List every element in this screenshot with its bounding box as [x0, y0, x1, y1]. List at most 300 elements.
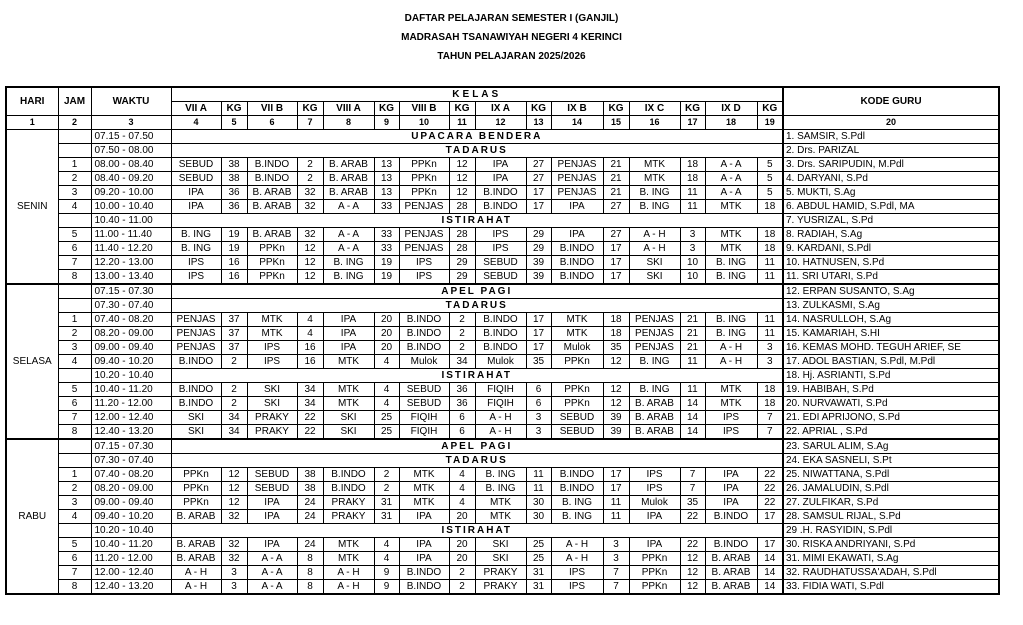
subject-cell: IPS [705, 425, 757, 440]
subject-cell: A - H [323, 580, 374, 595]
guru-code: 20. NURVAWATI, S.Pd [783, 397, 999, 411]
subject-cell: B. ARAB [171, 538, 221, 552]
kg-cell: 3 [757, 355, 783, 369]
subject-cell: B.INDO [551, 242, 603, 256]
guru-code: 12. ERPAN SUSANTO, S.Ag [783, 284, 999, 299]
kg-cell: 2 [221, 397, 247, 411]
subject-cell: IPA [323, 341, 374, 355]
subject-cell: PPKn [629, 580, 680, 595]
jam-cell: 2 [58, 482, 91, 496]
jam-cell: 5 [58, 538, 91, 552]
kg-cell: 20 [374, 327, 399, 341]
jam-cell [58, 130, 91, 144]
kg-cell: 11 [757, 313, 783, 327]
kg-cell: 14 [757, 552, 783, 566]
subject-cell: B.INDO [475, 313, 526, 327]
subject-cell: PENJAS [171, 313, 221, 327]
subject-cell: B.INDO [475, 186, 526, 200]
subject-cell: B.INDO [475, 341, 526, 355]
table-row [6, 313, 999, 327]
subject-cell: IPS [705, 411, 757, 425]
column-number: 17 [680, 116, 705, 130]
table-row [6, 397, 999, 411]
subject-cell: B.INDO [551, 256, 603, 270]
kg-cell: 11 [526, 468, 551, 482]
guru-code: 14. NASRULLOH, S.Ag [783, 313, 999, 327]
waktu-cell: 09.20 - 10.00 [91, 186, 171, 200]
subject-cell: SKI [323, 411, 374, 425]
subject-cell: PPKn [171, 468, 221, 482]
kg-cell: 17 [603, 482, 629, 496]
kg-cell: 3 [526, 425, 551, 440]
kg-cell: 39 [526, 256, 551, 270]
kg-cell: 4 [449, 496, 475, 510]
subject-cell: MTK [629, 158, 680, 172]
subject-cell: B. ARAB [705, 580, 757, 595]
table-row [6, 383, 999, 397]
kg-cell: 14 [680, 411, 705, 425]
kg-cell: 17 [526, 313, 551, 327]
table-row [6, 411, 999, 425]
subject-cell: SEBUD [171, 158, 221, 172]
kg-cell: 20 [449, 552, 475, 566]
kg-cell: 34 [221, 411, 247, 425]
subject-cell: SKI [247, 397, 297, 411]
subject-cell: MTK [551, 327, 603, 341]
subject-cell: B.INDO [399, 313, 449, 327]
jam-cell: 3 [58, 186, 91, 200]
table-row [6, 538, 999, 552]
table-row [6, 341, 999, 355]
table-row [6, 580, 999, 595]
kg-cell: 8 [297, 552, 323, 566]
doc-title-line3: TAHUN PELAJARAN 2025/2026 [437, 51, 586, 62]
kg-cell: 14 [757, 566, 783, 580]
subject-cell: IPS [399, 270, 449, 285]
kg-cell: 12 [603, 355, 629, 369]
subject-cell: SEBUD [551, 425, 603, 440]
kg-cell: 12 [603, 383, 629, 397]
day-name: SENIN [6, 130, 58, 285]
kg-cell: 14 [757, 580, 783, 595]
subject-cell: IPA [399, 510, 449, 524]
kg-cell: 12 [297, 270, 323, 285]
kg-cell: 4 [374, 355, 399, 369]
kg-cell: 29 [449, 256, 475, 270]
subject-cell: MTK [705, 200, 757, 214]
kg-cell: 18 [680, 158, 705, 172]
subject-cell: A - H [705, 355, 757, 369]
subject-cell: MTK [475, 510, 526, 524]
table-row [6, 482, 999, 496]
subject-cell: IPA [247, 510, 297, 524]
subject-cell: A - A [705, 158, 757, 172]
kg-cell: 22 [757, 468, 783, 482]
waktu-cell: 09.00 - 09.40 [91, 341, 171, 355]
kg-cell: 19 [221, 228, 247, 242]
subject-cell: PPKn [247, 256, 297, 270]
kg-cell: 9 [374, 580, 399, 595]
kg-cell: 13 [374, 158, 399, 172]
subject-cell: B. ING [705, 327, 757, 341]
jam-cell: 2 [58, 327, 91, 341]
activity-band: ISTIRAHAT [171, 524, 783, 538]
guru-code: 7. YUSRIZAL, S.Pd [783, 214, 999, 228]
guru-code: 30. RISKA ANDRIYANI, S.Pd [783, 538, 999, 552]
kg-cell: 32 [221, 538, 247, 552]
subject-cell: IPS [399, 256, 449, 270]
subject-cell: Mulok [629, 496, 680, 510]
subject-cell: IPS [247, 341, 297, 355]
activity-band: TADARUS [171, 144, 783, 158]
table-row [6, 256, 999, 270]
kg-cell: 38 [297, 482, 323, 496]
kg-cell: 7 [757, 425, 783, 440]
header-waktu: WAKTU [91, 87, 171, 116]
kg-cell: 4 [449, 468, 475, 482]
class-header: IX B [551, 102, 603, 116]
kg-cell: 16 [297, 341, 323, 355]
kg-cell: 6 [449, 425, 475, 440]
column-number: 4 [171, 116, 221, 130]
subject-cell: FIQIH [475, 383, 526, 397]
kg-cell: 36 [449, 383, 475, 397]
kg-header: KG [680, 102, 705, 116]
table-row [6, 270, 999, 285]
kg-cell: 31 [526, 580, 551, 595]
subject-cell: B. ARAB [247, 228, 297, 242]
subject-cell: IPA [629, 510, 680, 524]
kg-cell: 12 [221, 468, 247, 482]
waktu-cell: 12.40 - 13.20 [91, 580, 171, 595]
kg-header: KG [221, 102, 247, 116]
kg-cell: 7 [757, 411, 783, 425]
subject-cell: MTK [629, 172, 680, 186]
subject-cell: A - H [629, 242, 680, 256]
guru-code: 19. HABIBAH, S.Pd [783, 383, 999, 397]
kg-cell: 14 [680, 425, 705, 440]
kg-cell: 20 [449, 538, 475, 552]
subject-cell: IPA [551, 200, 603, 214]
subject-cell: SKI [475, 538, 526, 552]
subject-cell: IPS [171, 256, 221, 270]
kg-cell: 36 [449, 397, 475, 411]
guru-code: 17. ADOL BASTIAN, S.Pdl, M.Pdl [783, 355, 999, 369]
subject-cell: B. ARAB [247, 186, 297, 200]
kg-cell: 2 [374, 468, 399, 482]
guru-code: 25. NIWATTANA, S.Pdl [783, 468, 999, 482]
column-number: 13 [526, 116, 551, 130]
kg-cell: 5 [757, 158, 783, 172]
column-number: 2 [58, 116, 91, 130]
kg-cell: 17 [603, 256, 629, 270]
kg-cell: 8 [297, 580, 323, 595]
kg-cell: 21 [603, 158, 629, 172]
guru-code: 32. RAUDHATUSSA'ADAH, S.Pdl [783, 566, 999, 580]
kg-cell: 2 [297, 172, 323, 186]
jam-cell: 3 [58, 341, 91, 355]
guru-code: 29 .H. RASYIDIN, S.Pdl [783, 524, 999, 538]
subject-cell: A - H [475, 425, 526, 440]
subject-cell: A - H [475, 411, 526, 425]
subject-cell: B. ING [705, 313, 757, 327]
kg-cell: 29 [526, 242, 551, 256]
kg-cell: 2 [297, 158, 323, 172]
subject-cell: PENJAS [171, 327, 221, 341]
subject-cell: PENJAS [171, 341, 221, 355]
jam-cell: 1 [58, 313, 91, 327]
subject-cell: MTK [323, 397, 374, 411]
subject-cell: B. ARAB [323, 186, 374, 200]
subject-cell: MTK [323, 538, 374, 552]
kg-cell: 35 [680, 496, 705, 510]
kg-cell: 38 [221, 158, 247, 172]
subject-cell: IPA [171, 200, 221, 214]
kg-cell: 22 [757, 482, 783, 496]
activity-band: UPACARA BENDERA [171, 130, 783, 144]
waktu-cell: 11.00 - 11.40 [91, 228, 171, 242]
kg-cell: 16 [221, 270, 247, 285]
subject-cell: PENJAS [629, 313, 680, 327]
kg-cell: 11 [603, 496, 629, 510]
kg-cell: 3 [221, 566, 247, 580]
table-row [6, 186, 999, 200]
jam-cell: 4 [58, 510, 91, 524]
kg-header: KG [297, 102, 323, 116]
table-row [6, 214, 999, 228]
subject-cell: B. ING [551, 510, 603, 524]
kg-cell: 33 [374, 200, 399, 214]
subject-cell: A - A [247, 580, 297, 595]
subject-cell: B. ING [629, 186, 680, 200]
subject-cell: MTK [705, 242, 757, 256]
kg-cell: 18 [757, 383, 783, 397]
subject-cell: FIQIH [399, 425, 449, 440]
kg-cell: 17 [757, 510, 783, 524]
waktu-cell: 08.20 - 09.00 [91, 482, 171, 496]
kg-cell: 21 [603, 186, 629, 200]
guru-code: 6. ABDUL HAMID, S.Pdl, MA [783, 200, 999, 214]
subject-cell: B.INDO [399, 580, 449, 595]
kg-cell: 6 [526, 397, 551, 411]
kg-cell: 31 [374, 510, 399, 524]
waktu-cell: 11.20 - 12.00 [91, 397, 171, 411]
kg-cell: 32 [297, 200, 323, 214]
guru-code: 24. EKA SASNELI, S.Pt [783, 454, 999, 468]
subject-cell: B. ING [629, 383, 680, 397]
kg-cell: 4 [374, 383, 399, 397]
subject-cell: IPA [247, 496, 297, 510]
waktu-cell: 11.20 - 12.00 [91, 552, 171, 566]
kg-cell: 11 [757, 270, 783, 285]
kg-cell: 24 [297, 496, 323, 510]
kg-cell: 3 [680, 242, 705, 256]
subject-cell: B. ARAB [171, 510, 221, 524]
guru-code: 8. RADIAH, S.Ag [783, 228, 999, 242]
waktu-cell: 10.40 - 11.20 [91, 538, 171, 552]
subject-cell: A - H [323, 566, 374, 580]
subject-cell: PENJAS [629, 341, 680, 355]
jam-cell: 3 [58, 496, 91, 510]
kg-cell: 12 [221, 482, 247, 496]
kg-cell: 25 [374, 411, 399, 425]
column-number-row [6, 116, 999, 130]
subject-cell: B.INDO [247, 172, 297, 186]
jam-cell: 7 [58, 256, 91, 270]
table-row [6, 327, 999, 341]
kg-cell: 14 [680, 397, 705, 411]
jam-cell: 6 [58, 397, 91, 411]
subject-cell: A - H [705, 341, 757, 355]
waktu-cell: 12.40 - 13.20 [91, 425, 171, 440]
subject-cell: B. ING [475, 482, 526, 496]
subject-cell: SEBUD [475, 270, 526, 285]
kg-cell: 12 [680, 580, 705, 595]
doc-title-line1: DAFTAR PELAJARAN SEMESTER I (GANJIL) [404, 13, 619, 24]
kg-cell: 33 [374, 228, 399, 242]
jam-cell: 4 [58, 200, 91, 214]
subject-cell: PRAKY [247, 425, 297, 440]
header-kelas: KELAS [171, 87, 783, 102]
kg-cell: 4 [297, 313, 323, 327]
kg-cell: 22 [680, 510, 705, 524]
table-row [6, 144, 999, 158]
kg-cell: 3 [603, 552, 629, 566]
subject-cell: PPKn [247, 270, 297, 285]
column-number: 16 [629, 116, 680, 130]
class-header: VIII B [399, 102, 449, 116]
kg-cell: 27 [603, 200, 629, 214]
kg-cell: 6 [526, 383, 551, 397]
class-header: IX A [475, 102, 526, 116]
activity-band: TADARUS [171, 454, 783, 468]
doc-title-line2: MADRASAH TSANAWIYAH NEGERI 4 KERINCI [401, 32, 622, 43]
kg-cell: 19 [374, 270, 399, 285]
subject-cell: B. ING [323, 256, 374, 270]
kg-cell: 32 [221, 510, 247, 524]
kg-cell: 17 [757, 538, 783, 552]
kg-cell: 7 [680, 468, 705, 482]
guru-code: 31. MIMI EKAWATI, S.Ag [783, 552, 999, 566]
jam-cell: 5 [58, 228, 91, 242]
subject-cell: B.INDO [551, 270, 603, 285]
subject-cell: A - A [247, 566, 297, 580]
kg-cell: 18 [680, 172, 705, 186]
guru-code: 1. SAMSIR, S.Pdl [783, 130, 999, 144]
waktu-cell: 10.20 - 10.40 [91, 369, 171, 383]
table-row [6, 566, 999, 580]
subject-cell: A - A [247, 552, 297, 566]
kg-cell: 12 [449, 158, 475, 172]
kg-cell: 35 [526, 355, 551, 369]
table-row [6, 552, 999, 566]
subject-cell: PENJAS [399, 200, 449, 214]
table-row [6, 454, 999, 468]
table-row [6, 355, 999, 369]
waktu-cell: 07.15 - 07.50 [91, 130, 171, 144]
subject-cell: B.INDO [171, 383, 221, 397]
subject-cell: IPS [171, 270, 221, 285]
subject-cell: PPKn [399, 172, 449, 186]
subject-cell: B.INDO [399, 566, 449, 580]
jam-cell [58, 524, 91, 538]
subject-cell: SEBUD [475, 256, 526, 270]
subject-cell: IPA [705, 496, 757, 510]
subject-cell: PRAKY [475, 580, 526, 595]
subject-cell: Mulok [551, 341, 603, 355]
kg-cell: 37 [221, 327, 247, 341]
kg-cell: 39 [603, 411, 629, 425]
waktu-cell: 07.40 - 08.20 [91, 468, 171, 482]
subject-cell: MTK [247, 327, 297, 341]
kg-cell: 2 [449, 313, 475, 327]
kg-cell: 4 [374, 397, 399, 411]
subject-cell: MTK [705, 397, 757, 411]
kg-cell: 39 [526, 270, 551, 285]
kg-cell: 20 [374, 341, 399, 355]
kg-cell: 30 [526, 496, 551, 510]
jam-cell [58, 144, 91, 158]
guru-code: 4. DARYANI, S.Pd [783, 172, 999, 186]
kg-cell: 4 [449, 482, 475, 496]
jam-cell: 2 [58, 172, 91, 186]
subject-cell: A - H [171, 566, 221, 580]
activity-band: TADARUS [171, 299, 783, 313]
waktu-cell: 07.30 - 07.40 [91, 299, 171, 313]
kg-cell: 32 [297, 228, 323, 242]
column-number: 11 [449, 116, 475, 130]
kg-cell: 21 [680, 327, 705, 341]
kg-cell: 17 [603, 468, 629, 482]
kg-cell: 25 [526, 538, 551, 552]
table-row [6, 425, 999, 440]
guru-code: 27. ZULFIKAR, S.Pd [783, 496, 999, 510]
table-row [6, 524, 999, 538]
subject-cell: Mulok [475, 355, 526, 369]
subject-cell: B. ING [171, 228, 221, 242]
table-row [6, 510, 999, 524]
jam-cell [58, 214, 91, 228]
subject-cell: IPA [629, 538, 680, 552]
waktu-cell: 12.20 - 13.00 [91, 256, 171, 270]
guru-code: 13. ZULKASMI, S.Ag [783, 299, 999, 313]
subject-cell: A - H [629, 228, 680, 242]
kg-cell: 12 [449, 186, 475, 200]
kg-cell: 34 [221, 425, 247, 440]
subject-cell: MTK [475, 496, 526, 510]
kg-cell: 3 [526, 411, 551, 425]
kg-cell: 8 [297, 566, 323, 580]
subject-cell: B. ING [171, 242, 221, 256]
jam-cell: 1 [58, 468, 91, 482]
kg-cell: 2 [449, 341, 475, 355]
subject-cell: IPS [629, 468, 680, 482]
table-row [6, 369, 999, 383]
subject-cell: PPKn [247, 242, 297, 256]
jam-cell: 7 [58, 411, 91, 425]
kg-cell: 31 [374, 496, 399, 510]
subject-cell: MTK [399, 468, 449, 482]
kg-cell: 3 [221, 580, 247, 595]
waktu-cell: 10.40 - 11.20 [91, 383, 171, 397]
kg-cell: 7 [603, 580, 629, 595]
kg-cell: 27 [603, 228, 629, 242]
kg-cell: 34 [297, 383, 323, 397]
subject-cell: A - A [705, 172, 757, 186]
kg-cell: 29 [526, 228, 551, 242]
kg-cell: 2 [221, 383, 247, 397]
jam-cell: 6 [58, 242, 91, 256]
